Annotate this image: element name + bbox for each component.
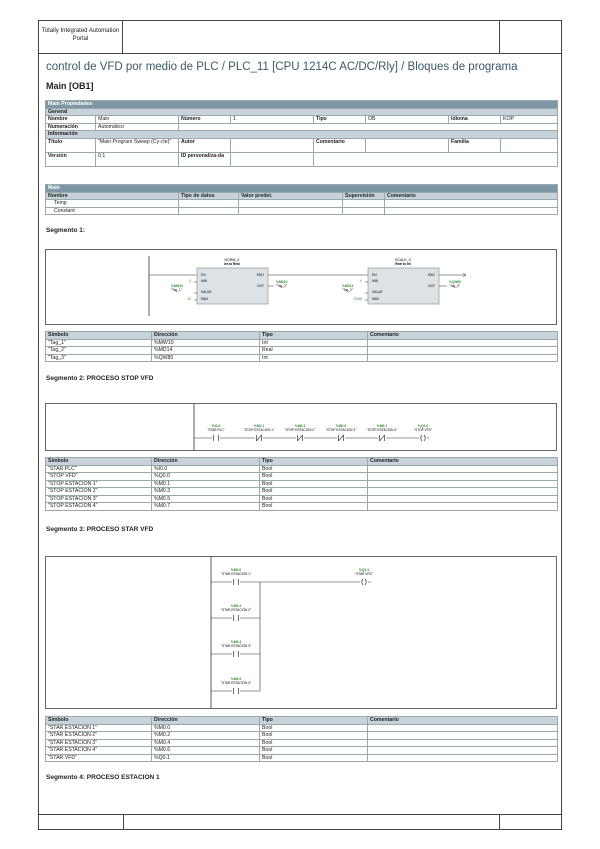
- label-tipo: Tipo: [314, 116, 366, 124]
- col-tipo-datos: Tipo de datos: [179, 192, 239, 200]
- scale-x-type: Real to Int: [395, 262, 411, 266]
- symbol-address: %QW80: [152, 354, 260, 362]
- contact-address: %M0.7: [376, 424, 388, 428]
- contact-tag: "STOP ESTACION 1": [243, 428, 275, 432]
- symbol-header-row: [46, 458, 558, 466]
- symbol-name: "Tag_1": [46, 339, 152, 347]
- symbol-comment: [368, 339, 558, 347]
- col-valor-predet: Valor predet.: [239, 192, 343, 200]
- page-frame: [38, 20, 562, 830]
- norm-x-type: Int to Real: [224, 262, 240, 266]
- value-version: 0.1: [96, 152, 179, 166]
- table-row: [46, 739, 558, 747]
- scale-x-min: MIN: [372, 279, 379, 283]
- contact-address: %M0.6: [230, 677, 242, 681]
- scale-x-eno: ENO: [427, 273, 435, 277]
- symbol-name: "STAR ESTACION 1": [46, 724, 152, 732]
- col-supervision: Supervisión: [343, 192, 385, 200]
- symbol-type: Bool: [260, 739, 368, 747]
- symbol-comment: [368, 347, 558, 355]
- symbol-type: Bool: [260, 754, 368, 762]
- section-informacion: Información: [46, 131, 558, 139]
- contact-tag: "STOP ESTACION 3": [325, 428, 357, 432]
- symbol-address: %MW10: [152, 339, 260, 347]
- contact-address: %M0.1: [253, 424, 265, 428]
- segment-2-ladder: [46, 404, 556, 450]
- interface-table: [45, 184, 558, 215]
- col-direccion: Dirección: [152, 332, 260, 340]
- section-main-props: Main Propiedades: [46, 101, 558, 109]
- col-tipo: Tipo: [260, 332, 368, 340]
- segment-1-ladder: [46, 250, 556, 324]
- contact-tag: "STOP ESTACION 2": [284, 428, 316, 432]
- col-simbolo: Símbolo: [46, 332, 152, 340]
- segment-2-title: Segmento 2: PROCESO STOP VFD: [46, 375, 154, 382]
- symbol-name: "STAR ESTACION 2": [46, 732, 152, 740]
- contact-tag: "STOP ESTACION 4": [366, 428, 398, 432]
- symbol-header-row: [46, 332, 558, 340]
- norm-x-max-val: 20: [187, 297, 191, 301]
- coil-tag: "STAR VFD": [355, 572, 373, 576]
- block-title: Main [OB1]: [46, 81, 94, 91]
- segment-1-title: Segmento 1:: [46, 227, 86, 234]
- section-general: General: [46, 108, 558, 116]
- norm-x-min: MIN: [201, 279, 208, 283]
- label-idioma: Idioma: [449, 116, 501, 124]
- symbol-address: %M0.1: [152, 480, 260, 488]
- interface-row-constant: Constant: [46, 207, 179, 215]
- contact-address: %M0.2: [230, 604, 242, 608]
- table-row: [46, 354, 558, 362]
- table-row: [46, 754, 558, 762]
- col-tipo: Tipo: [260, 458, 368, 466]
- col-direccion: Dirección: [152, 458, 260, 466]
- symbol-comment: [368, 354, 558, 362]
- symbol-address: %Q0.1: [152, 754, 260, 762]
- scale-x-value-tag: "Tag_2": [342, 288, 353, 292]
- norm-x-min-val: 0: [189, 279, 191, 283]
- contact-tag: "STAR ESTACION 2": [220, 608, 252, 612]
- symbol-name: "STAR PLC": [46, 465, 152, 473]
- contact-tag: "STAR ESTACION 4": [220, 681, 252, 685]
- symbol-name: "STAR VFD": [46, 754, 152, 762]
- symbol-type: Real: [260, 347, 368, 355]
- symbol-type: Bool: [260, 495, 368, 503]
- symbol-comment: [368, 488, 558, 496]
- table-row: [46, 724, 558, 732]
- symbol-name: "STOP ESTACION 4": [46, 503, 152, 511]
- symbol-type: Bool: [260, 747, 368, 755]
- segment-3-symbols: [45, 716, 558, 762]
- symbol-address: %M0.6: [152, 747, 260, 755]
- scale-x-out: OUT: [428, 284, 435, 288]
- col-simbolo: Símbolo: [46, 717, 152, 725]
- section-main: Main: [46, 185, 558, 193]
- page-title: control de VFD por medio de PLC / PLC_11 [CPU 1214C AC/DC/Rly] / Bloques de programa: [46, 61, 518, 73]
- col-comentario: Comentario: [368, 717, 558, 725]
- table-row: [46, 488, 558, 496]
- label-autor: Autor: [179, 138, 231, 152]
- norm-x-value: VALUE: [201, 290, 212, 294]
- col-direccion: Dirección: [152, 717, 260, 725]
- table-row: [46, 732, 558, 740]
- coil-address: %Q0.0: [417, 424, 429, 428]
- segment-2-symbols: [45, 457, 558, 511]
- label-numeracion: Numeración: [46, 123, 96, 131]
- product-name: Totally Integrated Automation Portal: [39, 21, 123, 53]
- label-version: Versión: [46, 152, 96, 166]
- symbol-type: Bool: [260, 488, 368, 496]
- symbol-comment: [368, 473, 558, 481]
- symbol-name: "STAR ESTACION 4": [46, 747, 152, 755]
- value-titulo: "Main Program Sweep (Cy-cle)": [96, 138, 179, 152]
- scale-x-value-addr: %MD14: [342, 284, 354, 288]
- table-row: [46, 473, 558, 481]
- contact-address: %M0.0: [230, 568, 242, 572]
- symbol-address: %MD14: [152, 347, 260, 355]
- segment-4-title: Segmento 4: PROCESO ESTACION 1: [46, 774, 160, 781]
- symbol-name: "STOP ESTACION 1": [46, 480, 152, 488]
- norm-x-out-tag: "Tag_2": [276, 284, 287, 288]
- symbol-address: %Q0.0: [152, 473, 260, 481]
- col-simbolo: Símbolo: [46, 458, 152, 466]
- symbol-type: Int: [260, 339, 368, 347]
- norm-x-eno: ENO: [256, 273, 264, 277]
- segment-1-diagram: [45, 249, 557, 325]
- norm-x-en: EN: [201, 273, 206, 277]
- symbol-address: %M0.0: [152, 724, 260, 732]
- label-comentario: Comentario: [314, 138, 366, 152]
- symbol-comment: [368, 480, 558, 488]
- norm-x-value-tag: "Tag_1": [171, 288, 182, 292]
- scale-x-max: MAX: [372, 297, 380, 301]
- coil-tag: "STOP VFD": [413, 428, 433, 432]
- symbol-type: Bool: [260, 480, 368, 488]
- symbol-name: "STOP VFD": [46, 473, 152, 481]
- segment-3-title: Segmento 3: PROCESO STAR VFD: [46, 526, 154, 533]
- scale-x-min-val: 0: [360, 279, 362, 283]
- contact-address: %I0.0: [211, 424, 221, 428]
- contact-tag: "STAR PLC": [207, 428, 225, 432]
- norm-x-name: NORM_X: [224, 258, 240, 262]
- value-tipo: OB: [366, 116, 449, 124]
- symbol-address: %M0.3: [152, 488, 260, 496]
- symbol-name: "Tag_3": [46, 354, 152, 362]
- symbol-type: Bool: [260, 465, 368, 473]
- symbol-comment: [368, 465, 558, 473]
- scale-x-name: SCALE_X: [395, 258, 411, 262]
- symbol-comment: [368, 747, 558, 755]
- table-row: [46, 339, 558, 347]
- symbol-type: Bool: [260, 503, 368, 511]
- contact-address: %M0.3: [294, 424, 306, 428]
- table-row: [46, 480, 558, 488]
- norm-x-max: MAX: [201, 297, 209, 301]
- symbol-type: Bool: [260, 732, 368, 740]
- label-titulo: Título: [46, 138, 96, 152]
- table-row: [46, 503, 558, 511]
- norm-x-value-addr: %MW10: [171, 284, 184, 288]
- symbol-name: "STOP ESTACION 2": [46, 488, 152, 496]
- symbol-comment: [368, 503, 558, 511]
- symbol-name: "Tag_2": [46, 347, 152, 355]
- symbol-comment: [368, 754, 558, 762]
- contact-address: %M0.4: [230, 640, 242, 644]
- col-nombre: Nombre: [46, 192, 179, 200]
- norm-x-out: OUT: [257, 284, 264, 288]
- label-numero: Número: [179, 116, 231, 124]
- page-footer: [39, 814, 561, 829]
- label-nombre: Nombre: [46, 116, 96, 124]
- segment-3-diagram: [45, 556, 557, 709]
- col-comentario: Comentario: [368, 458, 558, 466]
- symbol-comment: [368, 495, 558, 503]
- interface-row-temp: Temp: [46, 200, 179, 208]
- col-comentario: Comentario: [385, 192, 558, 200]
- scale-x-en: EN: [372, 273, 377, 277]
- value-numero: 1: [231, 116, 314, 124]
- label-id: ID personaliza-da: [179, 152, 231, 166]
- table-row: [46, 495, 558, 503]
- contact-tag: "STAR ESTACION 1": [220, 572, 252, 576]
- norm-x-out-addr: %MD14: [276, 280, 288, 284]
- value-idioma: KOP: [501, 116, 558, 124]
- symbol-address: %M0.2: [152, 732, 260, 740]
- coil-address: %Q0.1: [358, 568, 370, 572]
- symbol-address: %M0.5: [152, 495, 260, 503]
- segment-2-diagram: [45, 403, 557, 451]
- symbol-type: Int: [260, 354, 368, 362]
- scale-x-value: VALUE: [372, 290, 383, 294]
- properties-table: [45, 100, 558, 167]
- col-tipo: Tipo: [260, 717, 368, 725]
- table-row: [46, 347, 558, 355]
- segment-3-ladder: [46, 557, 556, 708]
- contact-address: %M0.5: [335, 424, 347, 428]
- symbol-type: Bool: [260, 724, 368, 732]
- symbol-comment: [368, 732, 558, 740]
- contact-tag: "STAR ESTACION 3": [220, 644, 252, 648]
- symbol-address: %M0.4: [152, 739, 260, 747]
- symbol-comment: [368, 739, 558, 747]
- scale-x-out-tag: "Tag_3": [449, 284, 460, 288]
- table-row: [46, 747, 558, 755]
- page-header: [39, 21, 561, 54]
- symbol-address: %M0.7: [152, 503, 260, 511]
- col-comentario: Comentario: [368, 332, 558, 340]
- symbol-header-row: [46, 717, 558, 725]
- scale-x-max-val: 27648: [353, 297, 362, 301]
- value-nombre: Main: [96, 116, 179, 124]
- label-familia: Familia: [449, 138, 501, 152]
- symbol-name: "STOP ESTACION 3": [46, 495, 152, 503]
- symbol-name: "STAR ESTACION 3": [46, 739, 152, 747]
- symbol-type: Bool: [260, 473, 368, 481]
- symbol-address: %I0.0: [152, 465, 260, 473]
- table-row: [46, 465, 558, 473]
- symbol-comment: [368, 724, 558, 732]
- value-numeracion: Automático: [96, 123, 179, 131]
- scale-x-out-addr: %QW80: [449, 280, 461, 284]
- segment-1-symbols: [45, 331, 558, 362]
